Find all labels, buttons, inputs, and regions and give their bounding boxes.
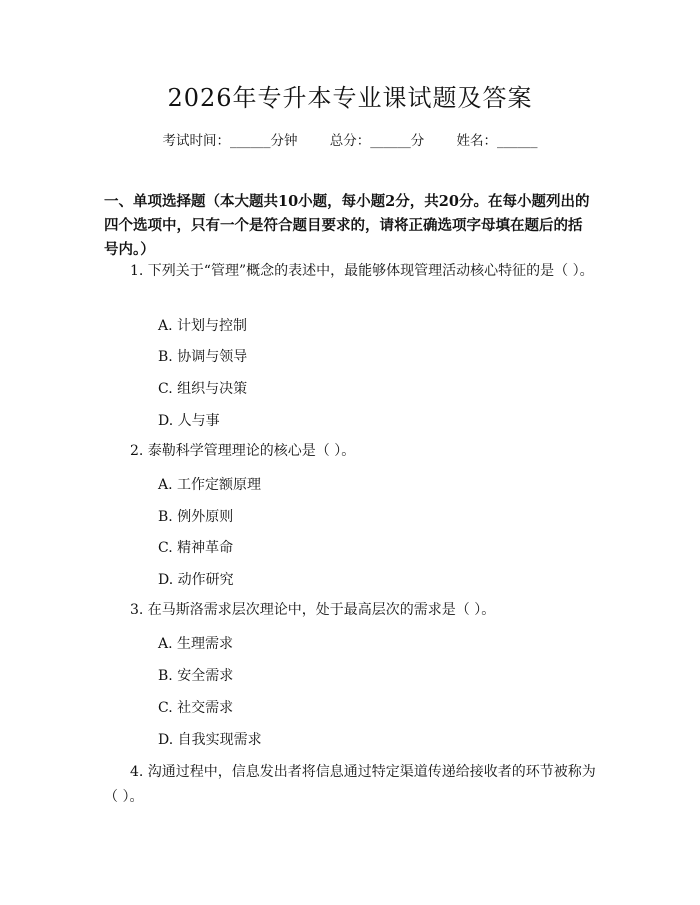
question-1-option-a: A. 计划与控制: [158, 318, 248, 334]
question-3-option-a: A. 生理需求: [158, 636, 234, 652]
question-3-option-c: C. 社交需求: [158, 700, 234, 716]
name-label: 姓名：______: [456, 133, 538, 149]
question-2-option-b: B. 例外原则: [158, 509, 234, 525]
question-1-option-c: C. 组织与决策: [158, 381, 248, 397]
page-title: 2026年专升本专业课试题及答案: [167, 84, 533, 112]
question-2-option-d: D. 动作研究: [158, 572, 234, 588]
exam-time-label: 考试时间：______分钟: [162, 133, 298, 149]
question-3-option-d: D. 自我实现需求: [158, 732, 262, 748]
question-1-option-d: D. 人与事: [158, 413, 220, 429]
question-1: 1. 下列关于“管理”概念的表述中，最能够体现管理活动核心特征的是（ ）。: [130, 263, 594, 279]
question-2-option-a: A. 工作定额原理: [158, 477, 262, 493]
question-2-option-c: C. 精神革命: [158, 540, 234, 556]
question-4: 4. 沟通过程中，信息发出者将信息通过特定渠道传递给接收者的环节被称为（ ）。: [104, 764, 596, 805]
question-3-option-b: B. 安全需求: [158, 668, 234, 684]
question-1-option-b: B. 协调与领导: [158, 349, 248, 365]
question-3: 3. 在马斯洛需求层次理论中，处于最高层次的需求是（ ）。: [130, 602, 496, 618]
exam-meta: [0, 131, 700, 151]
question-2: 2. 泰勒科学管理理论的核心是（ ）。: [130, 443, 356, 459]
total-score-label: 总分：______分: [329, 133, 425, 149]
section-heading: 一、单项选择题（本大题共10小题，每小题2分，共20分。在每小题列出的四个选项中，只有一个是符合题目要求的，请将正确选项字母填在题后的括号内。）: [104, 193, 590, 258]
